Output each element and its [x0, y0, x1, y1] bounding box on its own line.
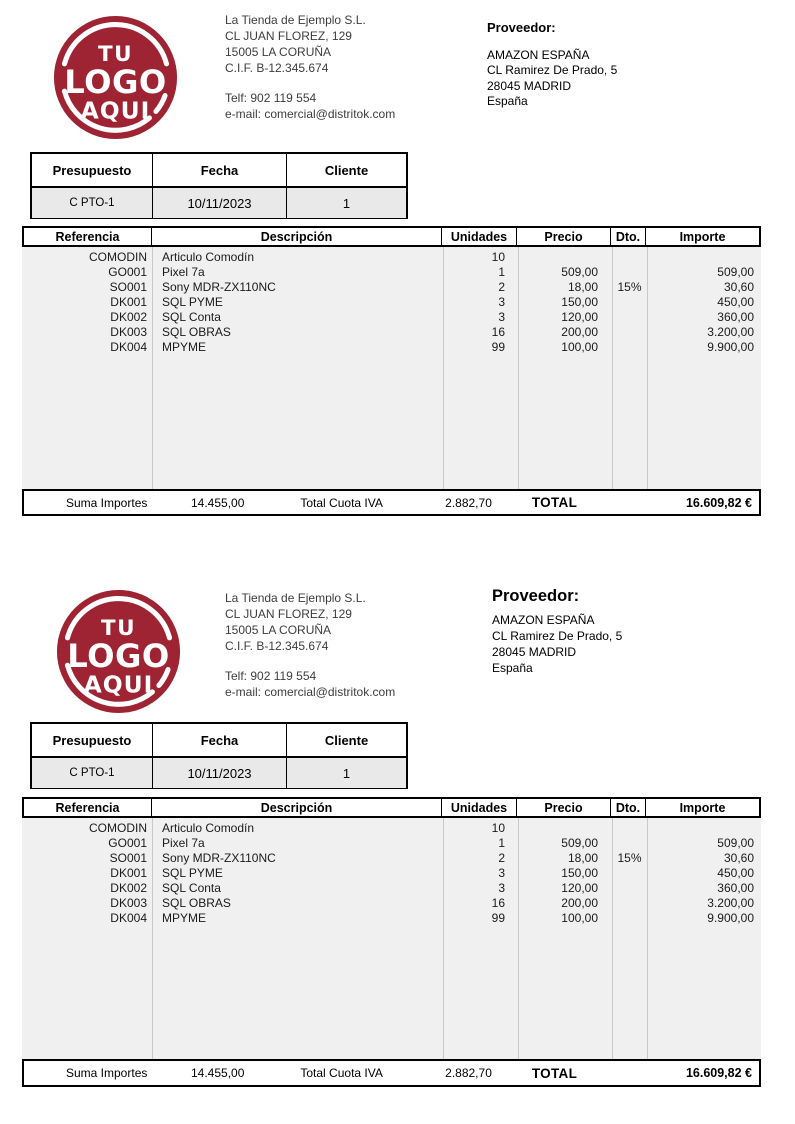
item-price	[518, 250, 612, 265]
provider-name: AMAZON ESPAÑA	[492, 613, 595, 627]
logo-text-logo: LOGO	[64, 63, 167, 102]
info-table-header-row	[32, 154, 406, 188]
item-row	[22, 896, 761, 911]
company-city: 15005 LA CORUÑA	[225, 623, 332, 637]
item-row	[22, 310, 761, 325]
item-desc: Pixel 7a	[162, 836, 205, 850]
item-amount	[647, 250, 761, 265]
items-table-header-row	[22, 797, 761, 818]
item-desc: Sony MDR-ZX110NC	[162, 280, 276, 294]
info-header-fecha: Fecha	[153, 724, 287, 756]
info-table-value-row	[32, 188, 406, 218]
col-header-unidades: Unidades	[442, 799, 517, 816]
sum-importes-label: Suma Importes	[66, 495, 148, 510]
item-desc: SQL PYME	[162, 295, 223, 309]
item-amount: 30,60	[723, 851, 754, 865]
item-ref: SO001	[109, 280, 147, 294]
company-street: CL JUAN FLOREZ, 129	[225, 29, 352, 43]
provider-country: España	[487, 94, 528, 108]
item-price: 18,00	[567, 851, 598, 865]
company-name: La Tienda de Ejemplo S.L.	[225, 13, 366, 27]
logo-badge-icon	[55, 588, 182, 715]
item-amount: 509,00	[717, 265, 754, 279]
info-header-presupuesto: Presupuesto	[32, 154, 153, 186]
item-amount	[647, 821, 761, 836]
total-value: 16.609,82 €	[685, 1066, 752, 1080]
provider-block	[487, 20, 617, 110]
item-amount: 450,00	[717, 866, 754, 880]
provider-heading: Proveedor:	[492, 587, 580, 605]
provider-city: 28045 MADRID	[492, 645, 577, 659]
sum-importes-value: 14.455,00	[190, 495, 245, 510]
item-row	[22, 250, 761, 265]
sum-importes-value: 14.455,00	[190, 1066, 245, 1080]
col-header-precio: Precio	[517, 228, 611, 245]
company-info-block	[225, 12, 395, 122]
item-units: 3	[498, 310, 505, 324]
total-cuota-iva-value: 2.882,70	[445, 1066, 492, 1080]
logo-badge-icon	[52, 14, 179, 141]
item-units: 10	[491, 821, 505, 835]
company-logo	[55, 588, 182, 715]
logo-text-tu: TU	[100, 615, 137, 641]
item-ref: COMODIN	[89, 250, 147, 264]
provider-country: España	[492, 661, 533, 675]
item-amount: 360,00	[717, 881, 754, 895]
item-price: 509,00	[561, 836, 598, 850]
company-email: e-mail: comercial@distritok.com	[225, 685, 396, 699]
item-dto	[612, 340, 647, 355]
item-amount: 3.200,00	[707, 325, 754, 339]
col-header-descripcion: Descripción	[152, 228, 442, 245]
item-units: 1	[498, 265, 505, 279]
provider-block	[492, 588, 622, 676]
total-value: 16.609,82 €	[685, 495, 752, 510]
item-desc: MPYME	[162, 911, 207, 925]
info-header-cliente: Cliente	[324, 162, 369, 178]
total-cuota-iva-label: Total Cuota IVA	[300, 1066, 383, 1080]
info-value-presupuesto: C PTO-1	[32, 758, 153, 788]
item-dto: 15%	[617, 280, 642, 294]
items-table-body	[22, 247, 761, 489]
item-dto	[612, 911, 647, 926]
item-units: 16	[491, 325, 505, 339]
total-cuota-iva-label: Total Cuota IVA	[300, 495, 383, 510]
company-logo	[52, 14, 179, 141]
item-units: 99	[491, 911, 505, 925]
item-amount: 30,60	[723, 280, 754, 294]
item-desc: Articulo Comodín	[162, 250, 255, 264]
item-units: 10	[491, 250, 505, 264]
item-row	[22, 911, 761, 926]
col-header-importe: Importe	[679, 800, 726, 815]
item-price: 18,00	[567, 280, 598, 294]
item-dto	[612, 325, 647, 340]
logo-text-tu: TU	[97, 41, 134, 67]
item-amount: 360,00	[717, 310, 754, 324]
info-value-cliente: 1	[342, 765, 351, 781]
quote-info-table	[30, 152, 408, 219]
totals-row	[22, 1059, 761, 1087]
item-ref: DK002	[110, 881, 147, 895]
item-row	[22, 265, 761, 280]
company-phone: Telf: 902 119 554	[225, 91, 317, 105]
item-desc: SQL OBRAS	[162, 325, 231, 339]
item-units: 2	[498, 280, 505, 294]
info-header-cliente: Cliente	[324, 732, 369, 748]
sum-importes-label: Suma Importes	[66, 1066, 148, 1080]
item-ref: DK001	[110, 295, 147, 309]
item-ref: GO001	[108, 265, 147, 279]
item-dto	[612, 896, 647, 911]
company-email: e-mail: comercial@distritok.com	[225, 107, 396, 121]
items-table	[22, 797, 761, 1087]
item-price: 200,00	[561, 325, 598, 339]
item-price: 150,00	[561, 866, 598, 880]
item-amount: 3.200,00	[707, 896, 754, 910]
item-dto	[612, 866, 647, 881]
item-ref: SO001	[109, 851, 147, 865]
col-header-descripcion: Descripción	[152, 799, 442, 816]
company-cif: C.I.F. B-12.345.674	[225, 61, 329, 75]
item-dto: 15%	[617, 851, 642, 865]
total-label: TOTAL	[531, 495, 578, 510]
item-dto	[612, 821, 647, 836]
item-units: 3	[498, 866, 505, 880]
item-ref: DK004	[110, 911, 147, 925]
items-table-header-row	[22, 226, 761, 247]
info-value-fecha: 10/11/2023	[153, 188, 287, 218]
item-row	[22, 295, 761, 310]
item-desc: Pixel 7a	[162, 265, 205, 279]
item-price: 120,00	[561, 881, 598, 895]
total-label: TOTAL	[531, 1065, 578, 1081]
provider-street: CL Ramirez De Prado, 5	[487, 63, 618, 77]
item-price: 100,00	[561, 911, 598, 925]
provider-heading: Proveedor:	[487, 20, 556, 35]
divider	[225, 76, 395, 90]
invoice-copy-2	[0, 575, 795, 1124]
item-row	[22, 340, 761, 355]
provider-name: AMAZON ESPAÑA	[487, 47, 590, 62]
item-ref: DK001	[110, 866, 147, 880]
item-units: 16	[491, 896, 505, 910]
totals-row	[22, 489, 761, 516]
col-header-precio: Precio	[517, 799, 611, 816]
item-row	[22, 881, 761, 896]
item-ref: DK003	[110, 896, 147, 910]
item-desc: MPYME	[162, 340, 207, 354]
info-value-cliente: 1	[342, 195, 351, 211]
info-header-presupuesto: Presupuesto	[32, 724, 153, 756]
item-units: 3	[498, 881, 505, 895]
item-desc: SQL Conta	[162, 310, 221, 324]
item-dto	[612, 881, 647, 896]
item-amount: 509,00	[717, 836, 754, 850]
company-street: CL JUAN FLOREZ, 129	[225, 607, 352, 621]
item-amount: 450,00	[717, 295, 754, 309]
logo-text-logo: LOGO	[67, 637, 170, 676]
logo-text-aqui: AQUI	[83, 670, 154, 699]
item-price: 150,00	[561, 295, 598, 309]
item-dto	[612, 265, 647, 280]
item-units: 1	[498, 836, 505, 850]
company-cif: C.I.F. B-12.345.674	[225, 639, 329, 653]
info-header-fecha: Fecha	[153, 154, 287, 186]
item-ref: GO001	[108, 836, 147, 850]
col-header-dto: Dto.	[611, 799, 646, 816]
item-amount: 9.900,00	[707, 340, 754, 354]
item-ref: DK002	[110, 310, 147, 324]
total-cuota-iva-value: 2.882,70	[445, 495, 492, 510]
item-row	[22, 325, 761, 340]
item-row	[22, 866, 761, 881]
item-ref: DK003	[110, 325, 147, 339]
item-desc: SQL OBRAS	[162, 896, 231, 910]
items-table	[22, 226, 761, 516]
info-value-fecha: 10/11/2023	[153, 758, 287, 788]
provider-street: CL Ramirez De Prado, 5	[492, 629, 623, 643]
item-desc: Articulo Comodín	[162, 821, 255, 835]
info-table-header-row	[32, 724, 406, 758]
item-ref: DK004	[110, 340, 147, 354]
quote-info-table	[30, 722, 408, 789]
item-price: 200,00	[561, 896, 598, 910]
items-table-body	[22, 818, 761, 1059]
item-row	[22, 280, 761, 295]
col-header-referencia: Referencia	[24, 228, 152, 245]
col-header-referencia: Referencia	[24, 799, 152, 816]
item-units: 2	[498, 851, 505, 865]
col-header-importe: Importe	[679, 229, 726, 244]
company-city: 15005 LA CORUÑA	[225, 45, 332, 59]
col-header-dto: Dto.	[611, 228, 646, 245]
item-dto	[612, 295, 647, 310]
item-price	[518, 821, 612, 836]
item-row	[22, 836, 761, 851]
item-row	[22, 821, 761, 836]
item-price: 120,00	[561, 310, 598, 324]
divider	[225, 654, 395, 668]
item-price: 100,00	[561, 340, 598, 354]
col-header-unidades: Unidades	[442, 228, 517, 245]
item-price: 509,00	[561, 265, 598, 279]
info-value-presupuesto: C PTO-1	[32, 188, 153, 218]
item-row	[22, 851, 761, 866]
logo-text-aqui: AQUI	[80, 96, 151, 125]
item-dto	[612, 836, 647, 851]
item-dto	[612, 250, 647, 265]
provider-city: 28045 MADRID	[487, 78, 572, 93]
info-table-value-row	[32, 758, 406, 788]
item-desc: Sony MDR-ZX110NC	[162, 851, 276, 865]
company-name: La Tienda de Ejemplo S.L.	[225, 591, 366, 605]
item-amount: 9.900,00	[707, 911, 754, 925]
company-phone: Telf: 902 119 554	[225, 669, 317, 683]
item-units: 3	[498, 295, 505, 309]
item-dto	[612, 310, 647, 325]
item-units: 99	[491, 340, 505, 354]
item-ref: COMODIN	[89, 821, 147, 835]
item-desc: SQL PYME	[162, 866, 223, 880]
company-info-block	[225, 590, 395, 700]
item-desc: SQL Conta	[162, 881, 221, 895]
